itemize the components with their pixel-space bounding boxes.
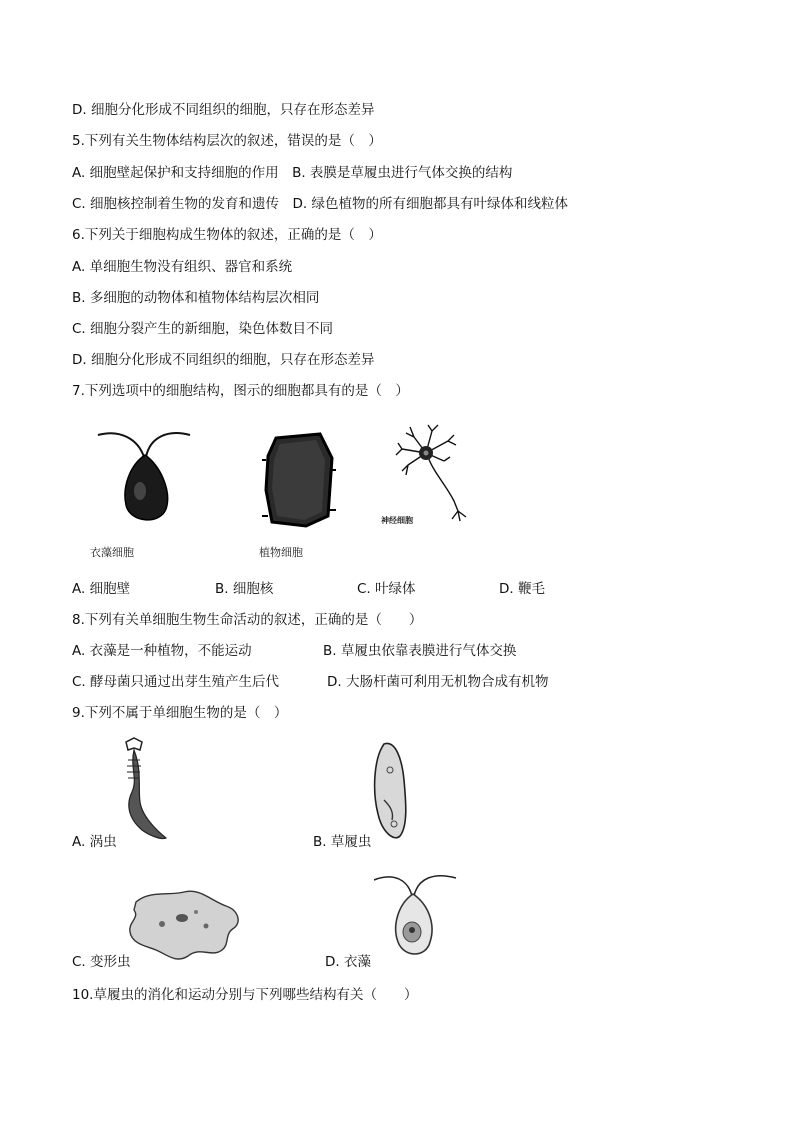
paramecium-figure (370, 740, 412, 844)
q10-stem: 10.草履虫的消化和运动分别与下列哪些结构有关（ ） (72, 987, 418, 1003)
amoeba-figure (126, 888, 242, 966)
q9-stem: 9.下列不属于单细胞生物的是（ ） (72, 705, 288, 721)
q6-option-a: A. 单细胞生物没有组织、器官和系统 (72, 259, 293, 275)
plant-cell-figure (262, 430, 336, 530)
q8-option-d: D. 大肠杆菌可利用无机物合成有机物 (327, 674, 549, 690)
q8-option-c: C. 酵母菌只通过出芽生殖产生后代 (72, 674, 280, 690)
neuron-cell-figure (396, 423, 476, 529)
chlamydomonas-cell-figure (90, 425, 200, 535)
q7-option-b: B. 细胞核 (215, 581, 274, 597)
q9-option-d: D. 衣藻 (325, 954, 371, 970)
q7-option-d: D. 鞭毛 (499, 581, 545, 597)
q5-options-cd: C. 细胞核控制着生物的发育和遗传 D. 绿色植物的所有细胞都具有叶绿体和线粒体 (72, 196, 568, 212)
q9-option-b: B. 草履虫 (313, 834, 372, 850)
q9-option-a: A. 涡虫 (72, 834, 117, 850)
q5-stem: 5.下列有关生物体结构层次的叙述，错误的是（ ） (72, 133, 382, 149)
neuron-caption: 神经细胞 (381, 515, 413, 525)
q6-option-b: B. 多细胞的动物体和植物体结构层次相同 (72, 290, 320, 306)
planarian-figure (112, 738, 168, 844)
q8-stem: 8.下列有关单细胞生物生命活动的叙述，正确的是（ ） (72, 612, 423, 628)
plant-cell-caption: 植物细胞 (259, 546, 303, 559)
chlamydomonas-caption: 衣藻细胞 (90, 546, 134, 559)
q7-option-a: A. 细胞壁 (72, 581, 131, 597)
q5-options-ab: A. 细胞壁起保护和支持细胞的作用 B. 表膜是草履虫进行气体交换的结构 (72, 165, 513, 181)
chlamydomonas-figure-q9 (368, 866, 460, 962)
q9-option-c: C. 变形虫 (72, 954, 131, 970)
q6-option-c: C. 细胞分裂产生的新细胞，染色体数目不同 (72, 321, 334, 337)
q7-stem: 7.下列选项中的细胞结构，图示的细胞都具有的是（ ） (72, 383, 409, 399)
q6-stem: 6.下列关于细胞构成生物体的叙述，正确的是（ ） (72, 227, 382, 243)
q8-option-b: B. 草履虫依靠表膜进行气体交换 (323, 643, 517, 659)
q6-option-d: D. 细胞分化形成不同组织的细胞，只存在形态差异 (72, 352, 375, 368)
q4-option-d: D. 细胞分化形成不同组织的细胞，只存在形态差异 (72, 102, 375, 118)
q7-option-c: C. 叶绿体 (357, 581, 416, 597)
q8-option-a: A. 衣藻是一种植物，不能运动 (72, 643, 252, 659)
